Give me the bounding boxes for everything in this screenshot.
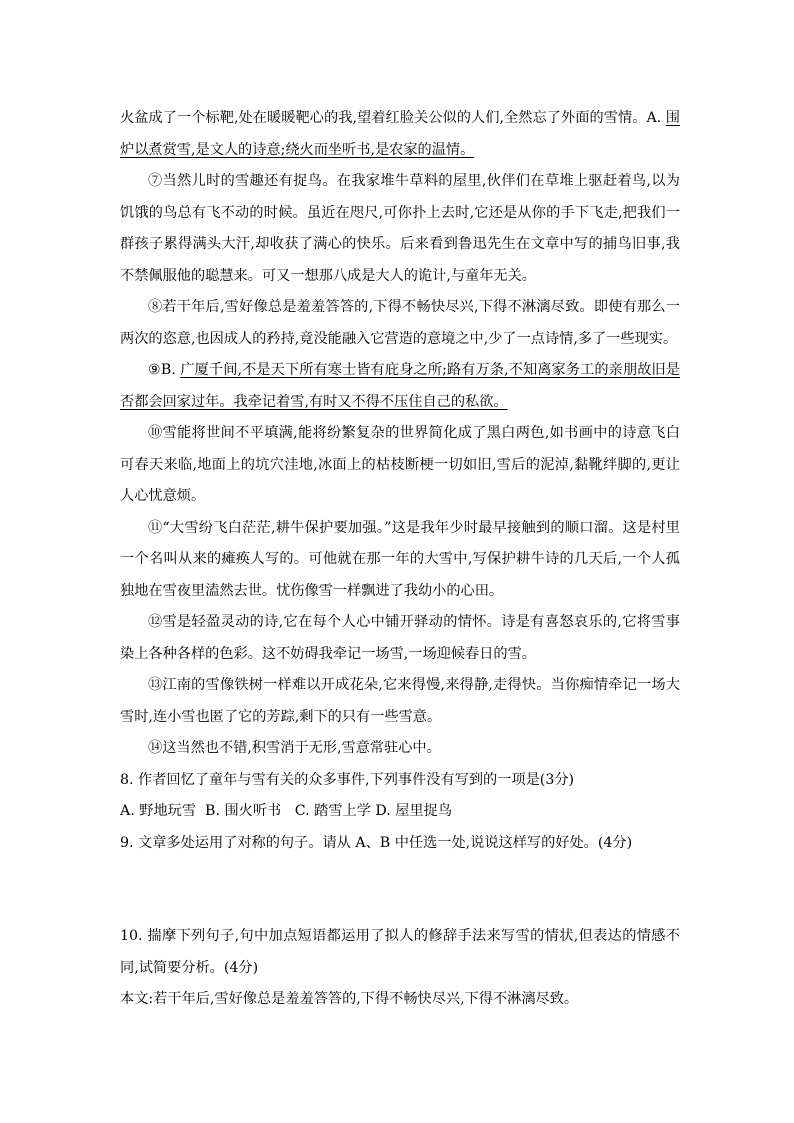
- paragraph-8: ⑧若干年后,雪好像总是羞羞答答的,下得不畅快尽兴,下得不淋漓尽致。即使有那么一两次的恣意,也因成人的矜持,竟没能融入它营造的意境之中,少了一点诗情,多了一些现实。: [120, 299, 680, 347]
- paragraph-11: ⑪“大雪纷飞白茫茫,耕牛保护要加强。”这是我年少时最早接触到的顺口溜。这是村里一个名叫从来的瘫痪人写的。可他就在那一年的大雪中,写保护耕牛诗的几天后,一个人孤独地在雪夜里溘然去世。忧伤像雪一样飘进了我幼小的心田。: [120, 519, 680, 599]
- paragraph-12: ⑫雪是轻盈灵动的诗,它在每个人心中铺开驿动的情怀。诗是有喜怒哀乐的,它将雪事染上各种各样的色彩。这不妨碍我牵记一场雪,一场迎候春日的雪。: [120, 614, 680, 662]
- question-8: 8. 作者回忆了童年与雪有关的众多事件,下列事件没有写到的一项是(3分): [120, 771, 575, 788]
- question-10: 10. 揣摩下列句子,句中加点短语都运用了拟人的修辞手法来写雪的情状,但表达的情感不同,试简要分析。(4分): [120, 928, 680, 976]
- paragraph-9-label: ⑨B.: [148, 362, 181, 378]
- paragraph-10: ⑩雪能将世间不平填满,能将纷繁复杂的世界简化成了黑白两色,如书画中的诗意飞白可春天来临,地面上的坑穴洼地,冰面上的枯枝断梗一切如旧,雪后的泥淖,黏靴绊脚的,更让人心忧意烦。: [120, 425, 680, 504]
- question-8-options: A. 野地玩雪 B. 围火听书 C. 踏雪上学 D. 屋里捉鸟: [120, 803, 453, 819]
- answer-space: [120, 859, 680, 921]
- paragraph-6-text: 火盆成了一个标靶,处在暖暖靶心的我,望着红脸关公似的人们,全然忘了外面的雪情。A.: [120, 110, 666, 126]
- sentence-b-underlined: [120, 362, 680, 410]
- document-page: [120, 103, 680, 1016]
- question-10-text: 本文:若干年后,雪好像总是羞羞答答的,下得不畅快尽兴,下得不淋漓尽致。: [120, 991, 579, 1007]
- sentence-a-underlined: 围炉以煮赏雪,是文人的诗意;绕火而坐听书,是农家的温情。: [120, 110, 680, 158]
- sentence-b-part1: 广厦千间,不是天下所有寒士皆有庇身之所;路有万条,不知离家务工的亲朋故旧是否都会回家过年。: [120, 362, 680, 410]
- paragraph-7: ⑦当然儿时的雪趣还有捉鸟。在我家堆牛草料的屋里,伙伴们在草堆上驱赶着鸟,以为饥饿的鸟总有飞不动的时候。虽近在咫尺,可你扑上去时,它还是从你的手下飞走,把我们一群孩子累得满头大汗,却收获了满心的快乐。后来看到鲁迅先生在文章中写的捕鸟旧事,我不禁佩服他的聪慧来。可又一想那八成是大人的诡计,与童年无关。: [120, 173, 680, 284]
- paragraph-6: [120, 103, 680, 166]
- question-9: 9. 文章多处运用了对称的句子。请从 A、B 中任选一处,说说这样写的好处。(4分): [120, 834, 633, 851]
- paragraph-13: ⑬江南的雪像铁树一样难以开成花朵,它来得慢,来得静,走得快。当你痴情牵记一场大雪时,连小雪也匿了它的芳踪,剩下的只有一些雪意。: [120, 677, 680, 725]
- sentence-b-part2: 我牵记着雪,有时又不得不压住自己的私欲。: [233, 393, 508, 410]
- paragraph-14: ⑭这当然也不错,积雪消于无形,雪意常驻心中。: [148, 740, 441, 756]
- paragraph-9: [120, 355, 680, 418]
